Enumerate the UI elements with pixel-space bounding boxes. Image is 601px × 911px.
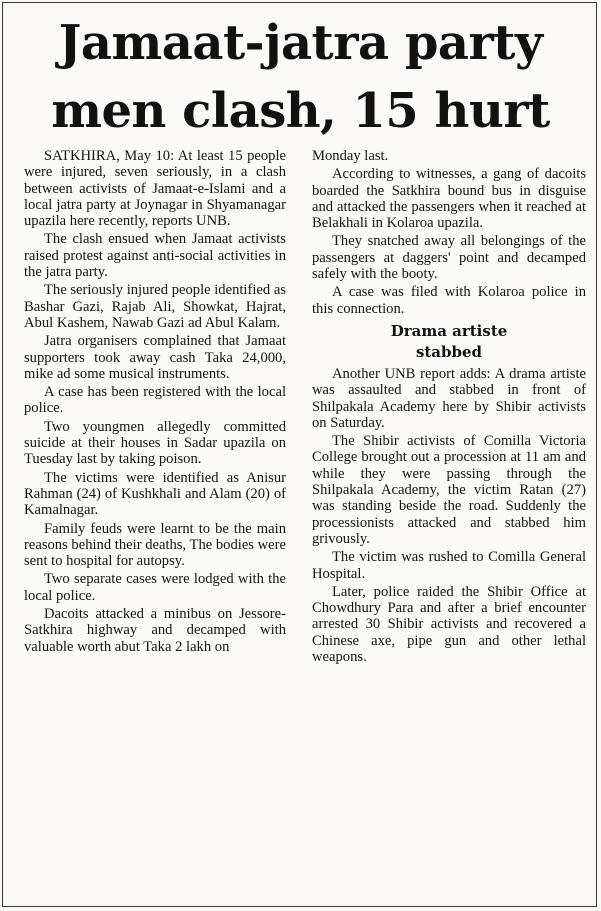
paragraph: The seriously injured people identified as Bashar Gazi, Rajab Ali, Showkat, Hajrat, Abul Kashem, Nawab Gazi ad Abul Kalam.	[24, 282, 286, 331]
paragraph: The clash ensued when Jamaat activists raised protest against anti-social activities in the jatra party.	[24, 231, 286, 281]
headline-line-2: men clash, 15 hurt	[51, 83, 550, 139]
paragraph: Dacoits attacked a minibus on Jessore-Satkhira highway and decamped with valuable worth abut Taka 2 lakh on	[24, 606, 286, 655]
paragraph: Monday last.	[312, 148, 389, 164]
paragraph: The victims were identified as Anisur Rahman (24) of Kushkhali and Alam (20) of Kamalnagar.	[24, 469, 286, 519]
subheadline	[312, 321, 586, 363]
headline	[0, 0, 601, 144]
paragraph: Jatra organisers complained that Jamaat supporters took away cash Taka 24,000, mike ad some musical instruments.	[24, 333, 286, 382]
article-column-1	[24, 148, 286, 657]
subheadline-line-2: stabbed	[415, 342, 483, 361]
paragraph: SATKHIRA, May 10: At least 15 people were injured, seven seriously, in a clash between activists of Jamaat-e-Islami and a local jatra party at Joynagar in Shyamanagar upazila here recently, reports UNB.	[24, 148, 286, 230]
headline-line-1: Jamaat-jatra party	[58, 15, 543, 71]
paragraph: Family feuds were learnt to be the main reasons behind their deaths, The bodies were sent to hospital for autopsy.	[24, 520, 286, 570]
paragraph: Two separate cases were lodged with the local police.	[24, 571, 286, 604]
paragraph: The victim was rushed to Comilla General Hospital.	[312, 549, 586, 582]
subheadline-line-1: Drama artiste	[390, 321, 508, 340]
paragraph: They snatched away all belongings of the passengers at daggers' point and decamped safely with the booty.	[312, 233, 586, 283]
paragraph: According to witnesses, a gang of dacoits boarded the Satkhira bound bus in disguise and attacked the passengers when it reached at Belakhali in Kolaroa upazila.	[312, 166, 586, 232]
paragraph: A case was filed with Kolaroa police in this connection.	[312, 284, 586, 317]
article-column-2	[312, 148, 586, 667]
paragraph: Later, police raided the Shibir Office at Chowdhury Para and after a brief encounter arrested 30 Shibir activists and recovered a Chinese axe, pipe gun and other lethal weapons.	[312, 583, 586, 666]
paragraph: Another UNB report adds: A drama artiste was assaulted and stabbed in front of Shilpakala Academy here by Shibir activists on Saturday.	[312, 365, 586, 431]
paragraph: Two youngmen allegedly committed suicide at their houses in Sadar upazila on Tuesday last by taking poison.	[24, 418, 286, 468]
paragraph: The Shibir activists of Comilla Victoria College brought out a procession at 11 am and while they were passing through the Shilpakala Academy, the victim Ratan (27) was standing beside the road. Suddenly the processionists attacked and stabbed him grivously.	[312, 433, 586, 547]
paragraph: A case has been registered with the local police.	[24, 384, 286, 417]
